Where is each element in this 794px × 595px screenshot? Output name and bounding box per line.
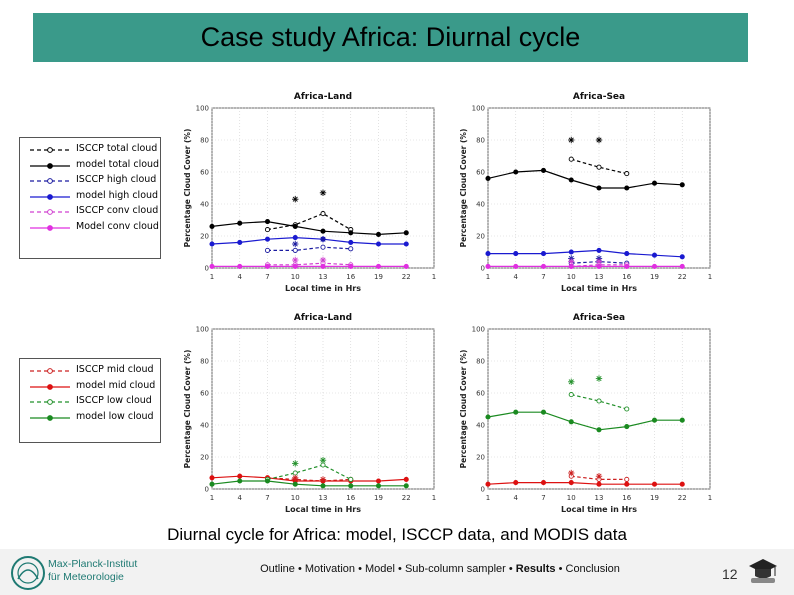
x-tick-label: 16 xyxy=(346,273,356,281)
data-point xyxy=(652,264,656,268)
data-point xyxy=(293,482,297,486)
y-tick-label: 20 xyxy=(476,453,485,462)
data-point xyxy=(652,181,656,185)
data-point xyxy=(680,418,684,422)
y-tick-label: 0 xyxy=(204,264,209,273)
legend-top-entry xyxy=(20,141,160,157)
x-tick-label: 16 xyxy=(622,273,632,281)
legend-top-entry xyxy=(20,157,160,173)
data-point xyxy=(680,255,684,259)
legend-swatch xyxy=(28,413,72,423)
legend-swatch xyxy=(28,176,72,186)
legend-label: Model conv cloud xyxy=(76,220,159,232)
data-point xyxy=(625,264,629,268)
data-point xyxy=(652,482,656,486)
legend-bottom-entry xyxy=(20,362,160,378)
data-point xyxy=(569,178,573,182)
data-point xyxy=(265,264,269,268)
y-tick-label: 100 xyxy=(471,325,485,334)
y-tick-label: 60 xyxy=(200,168,209,177)
data-point xyxy=(210,482,214,486)
x-tick-label: 4 xyxy=(237,273,242,281)
chart-title: Africa-Land xyxy=(293,92,353,102)
x-tick-label: 13 xyxy=(594,494,604,502)
data-point xyxy=(238,264,242,268)
legend-bottom xyxy=(19,358,161,443)
data-point xyxy=(293,224,297,228)
data-point xyxy=(404,264,408,268)
legend-swatch xyxy=(28,366,72,376)
star-marker xyxy=(596,473,602,479)
legend-swatch xyxy=(28,382,72,392)
legend-label: model high cloud xyxy=(76,189,159,201)
data-point xyxy=(210,224,214,228)
x-tick-label: 4 xyxy=(513,273,518,281)
y-tick-label: 40 xyxy=(476,421,485,430)
data-point xyxy=(514,170,518,174)
nav-separator: • xyxy=(294,563,305,575)
y-tick-label: 80 xyxy=(200,357,209,366)
y-tick-label: 20 xyxy=(200,453,209,462)
figure-caption: Diurnal cycle for Africa: model, ISCCP data, and MODIS data xyxy=(167,525,627,544)
data-point xyxy=(293,264,297,268)
nav-item[interactable]: Sub-column sampler xyxy=(404,563,506,575)
y-tick-label: 40 xyxy=(476,200,485,209)
title-bar xyxy=(33,13,748,62)
data-point xyxy=(210,476,214,480)
x-tick-label: 13 xyxy=(594,273,604,281)
nav-separator: • xyxy=(555,563,566,575)
chart-africa-land-top xyxy=(172,86,442,300)
data-point xyxy=(680,183,684,187)
nav-item[interactable]: Outline xyxy=(260,563,295,575)
data-point xyxy=(486,252,490,256)
y-tick-label: 100 xyxy=(471,104,485,113)
data-point xyxy=(404,242,408,246)
x-tick-label: 13 xyxy=(318,273,328,281)
data-point xyxy=(569,157,573,161)
data-point xyxy=(597,248,601,252)
y-tick-label: 40 xyxy=(200,200,209,209)
y-tick-label: 0 xyxy=(204,485,209,494)
nav-separator: • xyxy=(394,563,405,575)
data-point xyxy=(293,236,297,240)
x-tick-label: 1 xyxy=(707,273,713,281)
y-axis-label: Percentage Cloud Cover (%) xyxy=(459,128,468,248)
data-point xyxy=(597,482,601,486)
data-point xyxy=(541,410,545,414)
x-tick-label: 19 xyxy=(650,273,659,281)
data-point xyxy=(597,428,601,432)
legend-bottom-entry xyxy=(20,409,160,425)
data-point xyxy=(680,264,684,268)
y-tick-label: 60 xyxy=(476,168,485,177)
legend-label: model low cloud xyxy=(76,410,154,422)
x-tick-label: 19 xyxy=(374,494,383,502)
x-tick-label: 10 xyxy=(566,494,576,502)
x-tick-label: 1 xyxy=(431,494,437,502)
y-tick-label: 100 xyxy=(195,104,209,113)
y-tick-label: 60 xyxy=(200,389,209,398)
data-point xyxy=(486,176,490,180)
x-tick-label: 13 xyxy=(318,494,328,502)
x-tick-label: 4 xyxy=(237,494,242,502)
nav-item[interactable]: Model xyxy=(365,563,395,575)
data-point xyxy=(652,418,656,422)
y-axis-label: Percentage Cloud Cover (%) xyxy=(183,128,192,248)
data-point xyxy=(265,228,269,232)
data-point xyxy=(486,415,490,419)
data-point xyxy=(321,212,325,216)
x-tick-label: 10 xyxy=(566,273,576,281)
x-tick-label: 22 xyxy=(677,494,687,502)
data-point xyxy=(597,399,601,403)
data-point xyxy=(293,471,297,475)
y-tick-label: 20 xyxy=(476,232,485,241)
legend-label: ISCCP high cloud xyxy=(76,174,157,186)
section-nav xyxy=(160,563,720,575)
y-tick-label: 80 xyxy=(476,357,485,366)
data-point xyxy=(321,463,325,467)
nav-item[interactable]: Conclusion xyxy=(565,563,620,575)
data-point xyxy=(652,253,656,257)
legend-swatch xyxy=(28,145,72,155)
data-point xyxy=(321,264,325,268)
data-point xyxy=(486,264,490,268)
chart-title: Africa-Land xyxy=(293,313,353,323)
data-point xyxy=(349,264,353,268)
institute-name xyxy=(48,558,137,584)
institute-line2: für Meteorologie xyxy=(48,571,124,583)
star-marker xyxy=(596,137,602,143)
data-point xyxy=(376,264,380,268)
legend-top-entry xyxy=(20,188,160,204)
legend-top-entry xyxy=(20,219,160,235)
x-tick-label: 1 xyxy=(485,273,491,281)
data-point xyxy=(625,425,629,429)
legend-label: model mid cloud xyxy=(76,379,156,391)
x-axis-label: Local time in Hrs xyxy=(561,284,637,293)
x-axis-label: Local time in Hrs xyxy=(285,284,361,293)
x-tick-label: 4 xyxy=(513,494,518,502)
data-point xyxy=(625,186,629,190)
page-number: 12 xyxy=(722,566,738,582)
data-point xyxy=(376,232,380,236)
star-marker xyxy=(596,375,602,381)
data-point xyxy=(238,479,242,483)
legend-swatch xyxy=(28,192,72,202)
data-point xyxy=(210,264,214,268)
data-point xyxy=(265,237,269,241)
data-point xyxy=(514,252,518,256)
y-tick-label: 100 xyxy=(195,325,209,334)
slide-title: Case study Africa: Diurnal cycle xyxy=(200,22,581,52)
data-point xyxy=(376,242,380,246)
data-point xyxy=(349,477,353,481)
data-point xyxy=(265,479,269,483)
chart-africa-sea-bottom xyxy=(448,307,718,521)
x-tick-label: 22 xyxy=(677,273,687,281)
y-tick-label: 20 xyxy=(200,232,209,241)
x-tick-label: 1 xyxy=(431,273,437,281)
y-tick-label: 60 xyxy=(476,389,485,398)
data-point xyxy=(541,168,545,172)
data-point xyxy=(376,479,380,483)
y-tick-label: 0 xyxy=(480,264,485,273)
data-point xyxy=(625,482,629,486)
legend-label: model total cloud xyxy=(76,158,160,170)
star-marker xyxy=(568,137,574,143)
x-tick-label: 22 xyxy=(401,273,411,281)
data-point xyxy=(541,481,545,485)
data-point xyxy=(349,247,353,251)
y-axis-label: Percentage Cloud Cover (%) xyxy=(459,349,468,469)
chart-africa-sea-top xyxy=(448,86,718,300)
chart-title: Africa-Sea xyxy=(572,313,626,323)
data-point xyxy=(569,393,573,397)
y-tick-label: 80 xyxy=(200,136,209,145)
data-point xyxy=(349,240,353,244)
legend-top xyxy=(19,137,161,259)
data-point xyxy=(541,264,545,268)
data-point xyxy=(404,477,408,481)
legend-swatch xyxy=(28,397,72,407)
x-tick-label: 19 xyxy=(374,273,383,281)
data-point xyxy=(625,477,629,481)
data-point xyxy=(514,481,518,485)
x-tick-label: 7 xyxy=(265,273,270,281)
data-point xyxy=(514,410,518,414)
legend-bottom-entry xyxy=(20,378,160,394)
x-tick-label: 10 xyxy=(290,494,300,502)
data-point xyxy=(680,482,684,486)
x-tick-label: 16 xyxy=(622,494,632,502)
x-tick-label: 7 xyxy=(541,494,546,502)
legend-swatch xyxy=(28,207,72,217)
legend-top-entry xyxy=(20,203,160,219)
data-point xyxy=(625,407,629,411)
star-marker xyxy=(596,258,602,264)
x-axis-label: Local time in Hrs xyxy=(285,505,361,514)
data-point xyxy=(625,252,629,256)
data-point xyxy=(597,264,601,268)
y-axis-label: Percentage Cloud Cover (%) xyxy=(183,349,192,469)
x-tick-label: 1 xyxy=(209,273,215,281)
data-point xyxy=(376,484,380,488)
chart-title: Africa-Sea xyxy=(572,92,626,102)
nav-separator: • xyxy=(505,563,516,575)
data-point xyxy=(265,248,269,252)
data-point xyxy=(569,420,573,424)
data-point xyxy=(238,221,242,225)
x-tick-label: 22 xyxy=(401,494,411,502)
institute-line1: Max-Planck-Institut xyxy=(48,558,138,570)
legend-swatch xyxy=(28,223,72,233)
data-point xyxy=(625,172,629,176)
x-tick-label: 7 xyxy=(541,273,546,281)
x-tick-label: 19 xyxy=(650,494,659,502)
data-point xyxy=(238,240,242,244)
data-point xyxy=(238,474,242,478)
data-point xyxy=(569,264,573,268)
legend-swatch xyxy=(28,161,72,171)
chart-africa-land-bottom xyxy=(172,307,442,521)
data-point xyxy=(210,242,214,246)
data-point xyxy=(349,484,353,488)
data-point xyxy=(293,248,297,252)
nav-item[interactable]: Motivation xyxy=(304,563,356,575)
data-point xyxy=(569,481,573,485)
data-point xyxy=(349,231,353,235)
data-point xyxy=(486,482,490,486)
legend-label: ISCCP conv cloud xyxy=(76,205,159,217)
nav-item[interactable]: Results xyxy=(515,563,556,575)
graduation-hat-icon xyxy=(745,556,781,586)
x-tick-label: 7 xyxy=(265,494,270,502)
legend-label: ISCCP mid cloud xyxy=(76,364,154,376)
data-point xyxy=(321,484,325,488)
data-point xyxy=(541,252,545,256)
y-tick-label: 0 xyxy=(480,485,485,494)
data-point xyxy=(404,231,408,235)
data-point xyxy=(597,186,601,190)
data-point xyxy=(265,220,269,224)
mpi-logo-icon xyxy=(8,553,48,593)
legend-top-entry xyxy=(20,172,160,188)
x-tick-label: 10 xyxy=(290,273,300,281)
data-point xyxy=(321,229,325,233)
y-tick-label: 80 xyxy=(476,136,485,145)
nav-separator: • xyxy=(355,563,365,575)
legend-label: ISCCP total cloud xyxy=(76,143,158,155)
data-point xyxy=(514,264,518,268)
x-tick-label: 1 xyxy=(485,494,491,502)
legend-bottom-entry xyxy=(20,393,160,409)
y-tick-label: 40 xyxy=(200,421,209,430)
data-point xyxy=(404,484,408,488)
data-point xyxy=(321,245,325,249)
data-point xyxy=(569,250,573,254)
x-axis-label: Local time in Hrs xyxy=(561,505,637,514)
x-tick-label: 1 xyxy=(209,494,215,502)
legend-label: ISCCP low cloud xyxy=(76,395,152,407)
star-marker xyxy=(568,379,574,385)
x-tick-label: 16 xyxy=(346,494,356,502)
x-tick-label: 1 xyxy=(707,494,713,502)
data-point xyxy=(597,165,601,169)
